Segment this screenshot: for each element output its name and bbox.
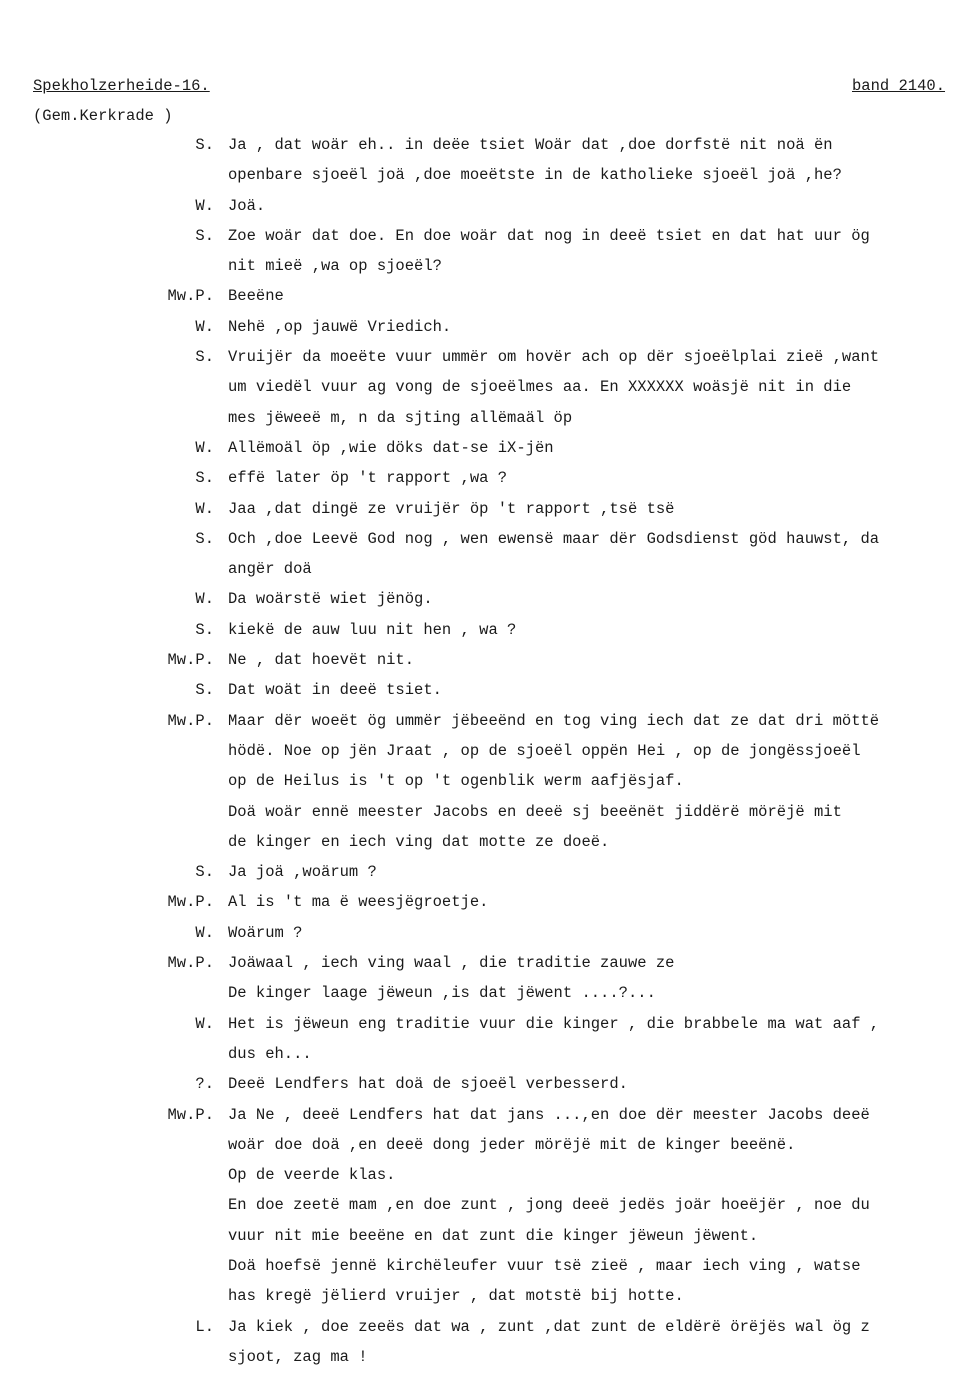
transcript-line	[0, 771, 966, 801]
speaker-label: S.	[195, 529, 214, 548]
utterance-text: Dat woät in deeë tsiet.	[228, 681, 442, 700]
transcript-line	[0, 1226, 966, 1256]
transcript-line	[0, 711, 966, 741]
utterance-text: has kregë jëlierd vruijer , dat motstë bij hotte.	[228, 1287, 684, 1306]
transcript-line	[0, 1286, 966, 1316]
transcript-line	[0, 1256, 966, 1286]
speaker-label: Mw.P.	[167, 651, 214, 670]
utterance-text: de kinger en iech ving dat motte ze doeë.	[228, 832, 610, 851]
utterance-text: openbare sjoeël joä ,doe moeëtste in de katholieke sjoeël joä ,he?	[228, 166, 842, 185]
utterance-text: Doä woär ennë meester Jacobs en deeë sj beeënët jiddërë mörëjë mit	[228, 802, 842, 821]
utterance-text: Da woärstë wiet jënög.	[228, 590, 433, 609]
speaker-label: Mw.P.	[167, 954, 214, 973]
transcript-line	[0, 680, 966, 710]
utterance-text: De kinger laage jëweun ,is dat jëwent ....?...	[228, 984, 656, 1003]
transcript-line	[0, 650, 966, 680]
utterance-text: Joä.	[228, 196, 266, 215]
utterance-text: Deeë Lendfers hat doä de sjoeël verbesserd.	[228, 1075, 628, 1094]
speaker-label: W.	[195, 438, 214, 457]
utterance-text: Ne , dat hoevët nit.	[228, 651, 415, 670]
speaker-label: W.	[195, 196, 214, 215]
transcript-line	[0, 1195, 966, 1225]
transcript-line	[0, 1014, 966, 1044]
transcript-line	[0, 196, 966, 226]
speaker-label: W.	[195, 499, 214, 518]
transcript-line	[0, 408, 966, 438]
utterance-text: Ja joä ,woärum ?	[228, 863, 377, 882]
utterance-text: Beeëne	[228, 287, 284, 306]
transcript-line	[0, 499, 966, 529]
utterance-text: Jaa ,dat dingë ze vruijër öp 't rapport ,tsë tsë	[228, 499, 675, 518]
transcript-line	[0, 226, 966, 256]
transcript-line	[0, 892, 966, 922]
utterance-text: Ja kiek , doe zeeës dat wa , zunt ,dat zunt de eldërë örëjës wal ög z	[228, 1317, 870, 1336]
document-place-header: Spekholzerheide-16.	[33, 77, 210, 95]
transcript-line	[0, 438, 966, 468]
speaker-label: S.	[195, 681, 214, 700]
utterance-text: hödë. Noe op jën Jraat , op de sjoeël oppën Hei , op de jongëssjoeël	[228, 741, 861, 760]
transcript-line	[0, 620, 966, 650]
transcript-line	[0, 862, 966, 892]
transcript-line	[0, 1347, 966, 1377]
transcript-line	[0, 559, 966, 589]
transcript-line	[0, 317, 966, 347]
utterance-text: woär doe doä ,en deeë dong jeder mörëjë mit de kinger beeënë.	[228, 1135, 796, 1154]
transcript-line	[0, 832, 966, 862]
utterance-text: angër doä	[228, 560, 312, 579]
speaker-label: ?.	[195, 1075, 214, 1094]
utterance-text: Zoe woär dat doe. En doe woär dat nog in deeë tsiet en dat hat uur ög	[228, 226, 870, 245]
transcript-line	[0, 135, 966, 165]
speaker-label: S.	[195, 469, 214, 488]
transcript-line	[0, 286, 966, 316]
speaker-label: W.	[195, 317, 214, 336]
transcript-line	[0, 802, 966, 832]
utterance-text: Ja , dat woär eh.. in deëe tsiet Woär dat ,doe dorfstë nit noä ën	[228, 136, 833, 154]
utterance-text: vuur nit mie beeëne en dat zunt die kinger jëweun jëwent.	[228, 1226, 759, 1245]
tape-band-number: band 2140.	[852, 77, 946, 95]
transcript-line	[0, 1135, 966, 1165]
speaker-label: Mw.P.	[167, 287, 214, 306]
utterance-text: Ja Ne , deeë Lendfers hat dat jans ...,en doe dër meester Jacobs deeë	[228, 1105, 870, 1124]
municipality-note: (Gem.Kerkrade )	[33, 107, 173, 125]
utterance-text: Doä hoefsë jennë kirchëleufer vuur tsë zieë , maar iech ving , watse	[228, 1256, 861, 1275]
speaker-label: S.	[195, 136, 214, 154]
transcript-line	[0, 1074, 966, 1104]
transcript-line	[0, 1317, 966, 1347]
utterance-text: En doe zeetë mam ,en doe zunt , jong deeë jedës joär hoeëjër , noe du	[228, 1196, 870, 1215]
utterance-text: op de Heilus is 't op 't ogenblik werm aafjësjaf.	[228, 772, 684, 791]
transcript-body	[0, 135, 966, 1377]
transcript-line	[0, 1044, 966, 1074]
transcript-line	[0, 347, 966, 377]
transcript-line	[0, 589, 966, 619]
utterance-text: Maar dër woeët ög ummër jëbeeënd en tog ving iech dat ze dat dri möttë	[228, 711, 880, 730]
utterance-text: Och ,doe Leevë God nog , wen ewensë maar dër Godsdienst göd hauwst, da	[228, 529, 880, 548]
speaker-label: W.	[195, 590, 214, 609]
utterance-text: Het is jëweun eng traditie vuur die kinger , die brabbele ma wat aaf ,	[228, 1014, 880, 1033]
transcript-line	[0, 529, 966, 559]
speaker-label: S.	[195, 620, 214, 639]
transcript-line	[0, 1105, 966, 1135]
utterance-text: sjoot, zag ma !	[228, 1347, 368, 1366]
speaker-label: Mw.P.	[167, 1105, 214, 1124]
speaker-label: S.	[195, 863, 214, 882]
utterance-text: mes jëweeë m, n da sjting allëmaäl öp	[228, 408, 573, 427]
utterance-text: Joäwaal , iech ving waal , die traditie zauwe ze	[228, 954, 675, 973]
utterance-text: dus eh...	[228, 1044, 312, 1063]
transcript-line	[0, 165, 966, 195]
utterance-text: Allëmoäl öp ,wie döks dat-se iX-jën	[228, 438, 554, 457]
utterance-text: Al is 't ma ë weesjëgroetje.	[228, 893, 489, 912]
speaker-label: Mw.P.	[167, 711, 214, 730]
speaker-label: S.	[195, 348, 214, 367]
utterance-text: um viedël vuur ag vong de sjoeëlmes aa. En XXXXXX woäsjë nit in die	[228, 378, 852, 397]
utterance-text: Op de veerde klas.	[228, 1166, 396, 1185]
utterance-text: Vruijër da moeëte vuur ummër om hovër ach op dër sjoeëlplai zieë ,want	[228, 348, 880, 367]
utterance-text: Woärum ?	[228, 923, 303, 942]
transcript-line	[0, 377, 966, 407]
transcript-line	[0, 983, 966, 1013]
speaker-label: W.	[195, 923, 214, 942]
utterance-text: nit mieë ,wa op sjoeël?	[228, 257, 442, 276]
transcript-line	[0, 468, 966, 498]
speaker-label: S.	[195, 226, 214, 245]
transcript-line	[0, 741, 966, 771]
transcript-line	[0, 1165, 966, 1195]
speaker-label: W.	[195, 1014, 214, 1033]
utterance-text: effë later öp 't rapport ,wa ?	[228, 469, 508, 488]
transcript-line	[0, 953, 966, 983]
transcript-line	[0, 256, 966, 286]
transcript-line	[0, 923, 966, 953]
utterance-text: Nehë ,op jauwë Vriedich.	[228, 317, 452, 336]
utterance-text: kiekë de auw luu nit hen , wa ?	[228, 620, 517, 639]
speaker-label: Mw.P.	[167, 893, 214, 912]
speaker-label: L.	[195, 1317, 214, 1336]
